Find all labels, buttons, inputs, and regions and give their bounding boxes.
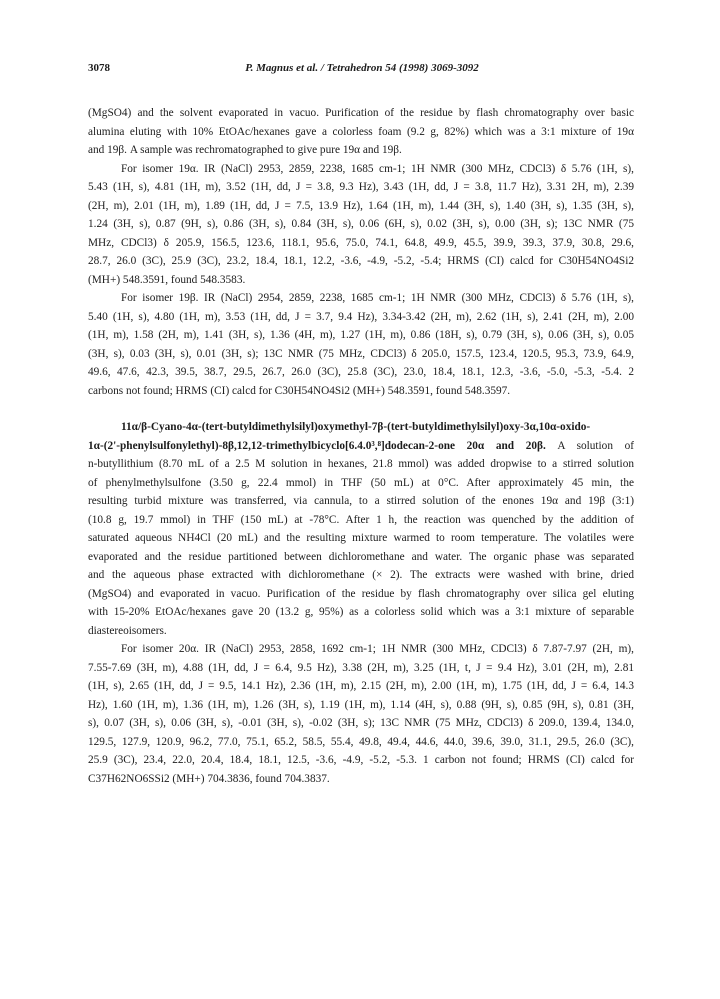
article-body [88,104,634,788]
text-line: n-butyllithium (8.70 mL of a 2.5 M solution in hexanes, 21.8 mmol) was added dropwise to a stirred solution [88,458,634,470]
text-line: and the aqueous phase extracted with dichloromethane (× 2). The extracts were washed with brine, dried [88,569,634,581]
paragraph [88,160,634,290]
section-gap [88,400,634,418]
text-line: carbons not found; HRMS (CI) calcd for C30H54NO4Si2 (MH+) 548.3591, found 548.3597. [88,384,511,397]
text-line: 1α-(2'-phenylsulfonylethyl)-8β,12,12-trimethylbicyclo[6.4.0³,⁸]dodecan-2-one 20α and 20β. A solution of [88,439,634,452]
text-line: resulting turbid mixture was transferred, via cannula, to a stirred solution of the enones 19α and 19β (3:1) [88,495,634,507]
text-line: 28.7, 26.0 (3C), 25.9 (3C), 23.2, 18.4, 18.1, 12.2, -3.6, -4.9, -5.2, -5.4; HRMS (CI) calcd for C30H54NO4Si2 [88,255,634,267]
text-line: evaporated and the residue partitioned between dichloromethane and water. The organic phase was separated [88,550,634,563]
text-line: (1H, m), 1.58 (2H, m), 1.41 (3H, s), 1.36 (4H, m), 1.27 (1H, m), 0.86 (18H, s), 0.79 (3H, s), 0.06 (3H, s), 0.05 [88,329,634,341]
text-line: 1.24 (3H, s), 0.87 (9H, s), 0.86 (3H, s), 0.84 (3H, s), 0.06 (6H, s), 0.02 (3H, s), 0.00 (3H, s); 13C NMR (75 [88,218,634,230]
text-line: (2H, m), 2.01 (1H, m), 1.89 (1H, dd, J = 7.5, 13.9 Hz), 1.64 (1H, m), 1.44 (3H, s), 1.40 (3H, s), 1.35 (3H, s), [88,199,634,212]
text-line: (10.8 g, 19.7 mmol) in THF (150 mL) at -78°C. After 1 h, the reaction was quenched by the addition of [88,513,634,526]
paragraph [88,418,634,640]
text-line: 5.43 (1H, s), 4.81 (1H, m), 3.52 (1H, dd, J = 3.8, 9.3 Hz), 3.43 (1H, dd, J = 3.8, 11.7 Hz), 3.31 2H, m), 2.39 [88,181,634,193]
page-number: 3078 [88,62,110,74]
paragraph [88,640,634,788]
text-line: MHz, CDCl3) δ 205.9, 156.5, 123.6, 118.1, 95.6, 75.0, 74.1, 64.8, 49.9, 45.5, 39.9, 39.3, 37.9, 30.8, 29.6, [88,236,634,249]
text-line: For isomer 20α. IR (NaCl) 2953, 2858, 1692 cm-1; 1H NMR (300 MHz, CDCl3) δ 7.87-7.97 (2H, m), [121,643,634,655]
text-line: saturated aqueous NH4Cl (20 mL) and the resulting mixture warmed to room temperature. The volatiles were [88,532,634,544]
text-line: alumina eluting with 10% EtOAc/hexanes gave a colorless foam (9.2 g, 82%) which was a 3:1 mixture of 19α [88,125,634,138]
text-line: and 19β. A sample was rechromatographed to give pure 19α and 19β. [88,144,402,156]
paragraph [88,289,634,400]
text-line: (MgSO4) and evaporated in vacuo. Purification of the residue by flash chromatography over silica gel eluting [88,587,634,600]
text-line: (1H, s), 2.65 (1H, dd, J = 9.5, 14.1 Hz), 2.36 (1H, m), 2.15 (2H, m), 2.00 (1H, m), 1.75 (1H, dd, J = 6.4, 14.3 [88,680,634,692]
text-line: 49.6, 47.6, 42.3, 39.5, 38.7, 29.5, 26.7, 26.0 (3C), 25.8 (3C), 23.0, 18.4, 18.1, 12.3, -3.6, -5.0, -5.3, -5.4. 2 [88,366,634,378]
text-line: diastereoisomers. [88,624,167,637]
text-line: 129.5, 127.9, 120.9, 96.2, 77.0, 75.1, 65.2, 58.5, 55.4, 49.8, 49.4, 44.6, 44.0, 39.6, 39.0, 31.1, 29.5, 26.0 (3C), [88,735,634,748]
text-line: 25.9 (3C), 23.4, 22.0, 20.4, 18.4, 18.1, 12.5, -3.6, -4.9, -5.2, -5.3. 1 carbon not found; HRMS (CI) calcd for [88,754,634,766]
text-line: For isomer 19β. IR (NaCl) 2954, 2859, 2238, 1685 cm-1; 1H NMR (300 MHz, CDCl3) δ 5.76 (1H, s), [121,292,634,304]
text-line: 5.40 (1H, s), 4.80 (1H, m), 3.53 (1H, dd, J = 3.7, 9.4 Hz), 3.34-3.42 (2H, m), 2.62 (1H, s), 2.41 (2H, m), 2.00 [88,310,634,323]
text-line: 7.55-7.69 (3H, m), 4.88 (1H, dd, J = 6.4, 9.5 Hz), 3.38 (2H, m), 3.25 (1H, t, J = 9.4 Hz), 3.01 (2H, m), 2.81 [88,661,634,674]
page-header [88,62,636,78]
text-line: s), 0.07 (3H, s), 0.06 (3H, s), -0.01 (3H, s), -0.02 (3H, s); 13C NMR (75 MHz, CDCl3) δ 209.0, 139.4, 134.0, [88,717,634,729]
text-line: Hz), 1.60 (1H, m), 1.36 (1H, m), 1.26 (3H, s), 1.19 (1H, m), 1.14 (4H, s), 0.88 (9H, s), 0.85 (9H, s), 0.81 (3H, [88,698,634,711]
paragraph [88,104,634,160]
running-head: P. Magnus et al. / Tetrahedron 54 (1998) 3069-3092 [245,62,479,74]
text-line: C37H62NO6SSi2 (MH+) 704.3836, found 704.3837. [88,772,330,785]
text-line: (MgSO4) and the solvent evaporated in vacuo. Purification of the residue by flash chromatography over basic [88,107,634,119]
text-line: of phenylmethylsulfone (3.50 g, 22.4 mmol) in THF (50 mL) at 0°C. After approximately 45 min, the [88,476,634,489]
text-line: with 15-20% EtOAc/hexanes gave 20 (13.2 g, 95%) as a colorless solid which was a 3:1 mixture of separable [88,606,634,618]
text-line: (MH+) 548.3591, found 548.3583. [88,273,246,286]
text-line: (3H, s), 0.03 (3H, s), 0.01 (3H, s); 13C NMR (75 MHz, CDCl3) δ 205.0, 157.5, 123.4, 120.5, 95.3, 73.9, 64.9, [88,347,634,360]
text-line: 11α/β-Cyano-4α-(tert-butyldimethylsilyl)oxymethyl-7β-(tert-butyldimethylsilyl)oxy-3α,10α-oxido- [121,421,591,433]
text-line: For isomer 19α. IR (NaCl) 2953, 2859, 2238, 1685 cm-1; 1H NMR (300 MHz, CDCl3) δ 5.76 (1H, s), [121,162,634,175]
